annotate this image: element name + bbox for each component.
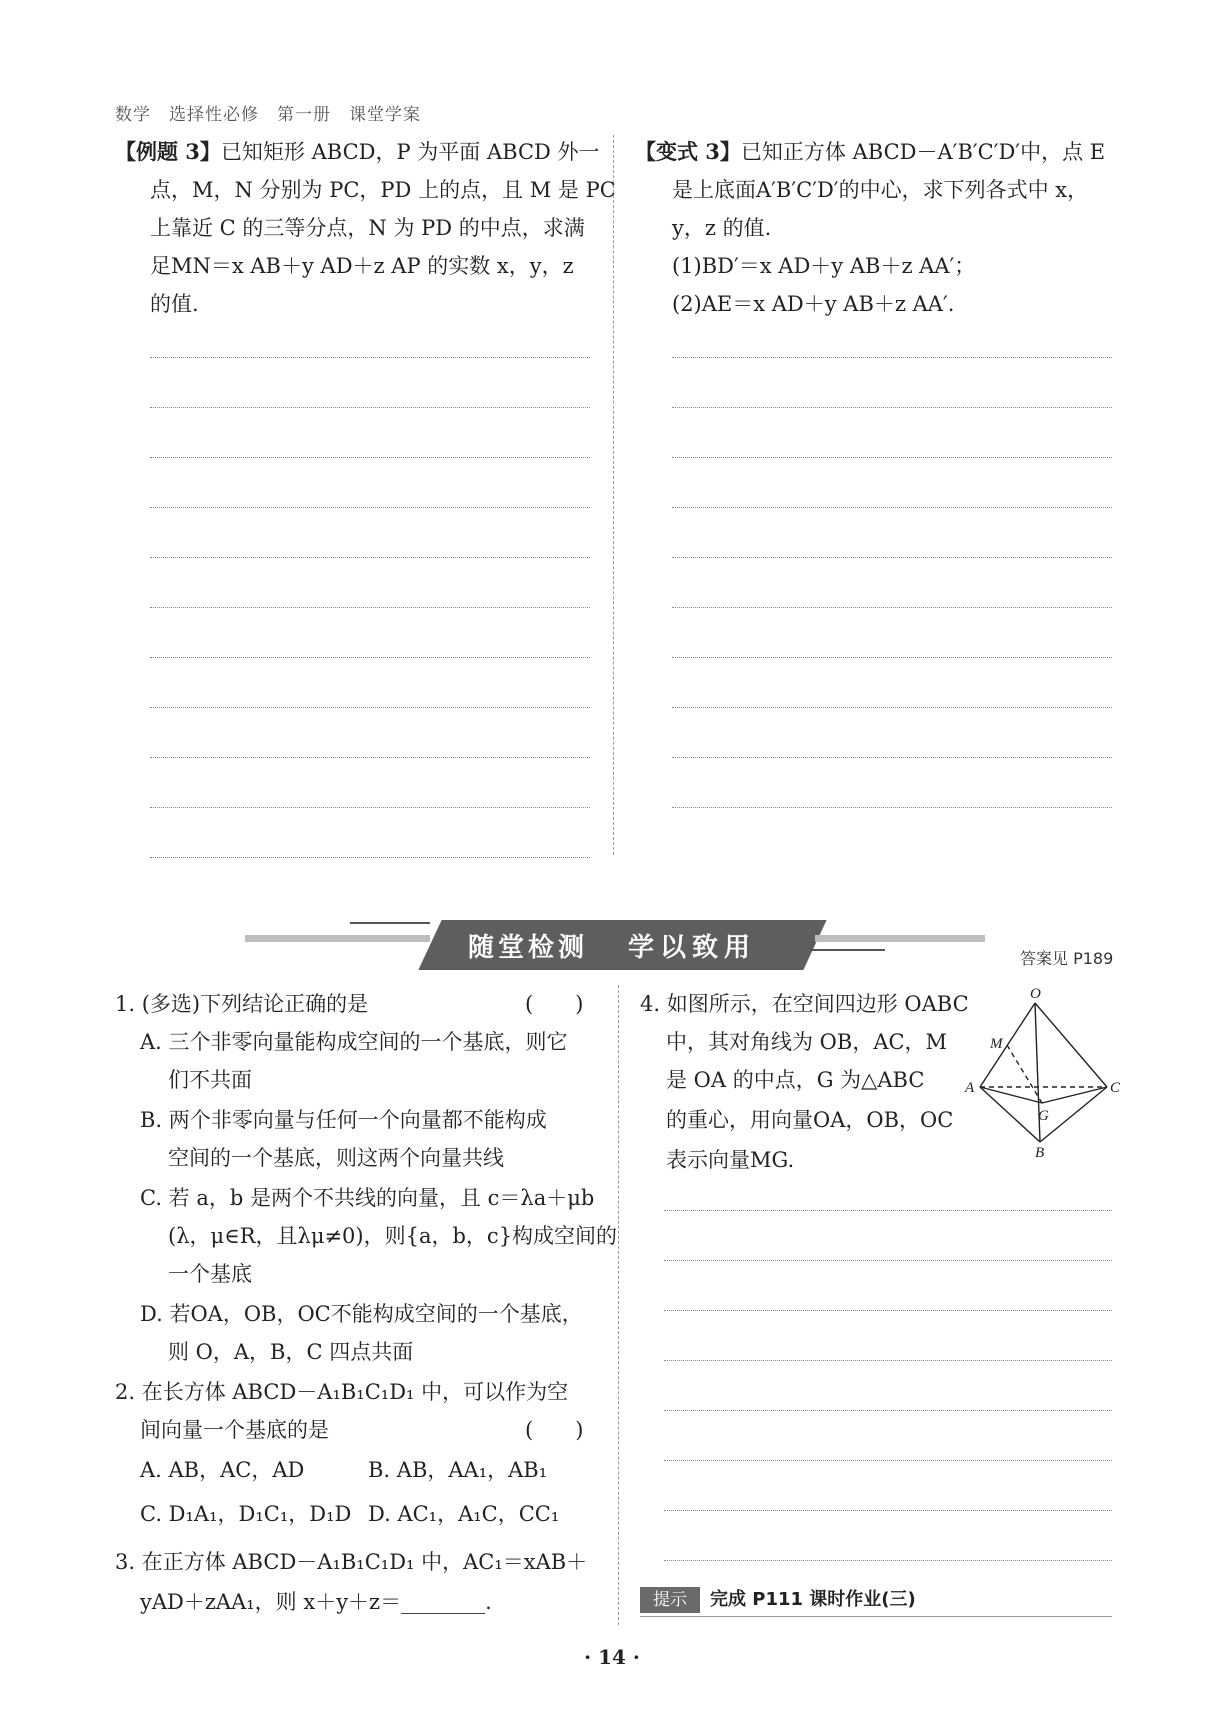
q2-answer-paren[interactable]: ( )	[525, 1418, 584, 1442]
q1-option-b-1: B. 两个非零向量与任何一个向量都不能构成	[140, 1108, 547, 1132]
column-divider	[613, 135, 614, 855]
answer-line	[150, 707, 590, 708]
q1-option-a-2: 们不共面	[168, 1068, 252, 1092]
answer-line	[150, 607, 590, 608]
variant3-line-4: (1)BD′＝x AD＋y AB＋z AA′；	[672, 254, 976, 278]
banner-title-1: 随堂检测	[468, 933, 589, 963]
answer-line	[664, 1560, 1112, 1561]
q1-option-b-2: 空间的一个基底，则这两个向量共线	[168, 1146, 504, 1170]
q1-option-c-1: C. 若 a，b 是两个不共线的向量，且 c＝λa＋μb	[140, 1186, 595, 1210]
q2-option-d: D. AC₁，A₁C，CC₁	[368, 1502, 560, 1526]
answer-line	[672, 807, 1112, 808]
q1-option-d-1: D. 若OA，OB，OC不能构成空间的一个基底，	[140, 1302, 583, 1326]
answer-line	[672, 707, 1112, 708]
answer-line	[672, 607, 1112, 608]
tip-text: 完成 P111 课时作业(三)	[710, 1589, 916, 1610]
answer-line	[672, 457, 1112, 458]
variant3-line-5: (2)AE＝x AD＋y AB＋z AA′.	[672, 292, 955, 316]
q1-option-c-3: 一个基底	[168, 1262, 252, 1286]
q1-option-a-1: A. 三个非零向量能构成空间的一个基底，则它	[140, 1030, 568, 1054]
label-G: G	[1038, 1108, 1049, 1124]
answer-line	[150, 457, 590, 458]
variant3-text-1: 已知正方体 ABCD－A′B′C′D′中，点 E	[740, 140, 1106, 164]
variant3-line-3: y，z 的值.	[672, 216, 772, 240]
answer-line	[150, 557, 590, 558]
q3-line-1: 3. 在正方体 ABCD－A₁B₁C₁D₁ 中，AC₁＝xAB＋	[115, 1550, 588, 1574]
q2-option-b: B. AB，AA₁，AB₁	[368, 1458, 548, 1482]
q1-option-c-2: (λ，μ∈R，且λμ≠0)，则{a，b，c}构成空间的	[168, 1224, 618, 1248]
q4-line-1: 4. 如图所示，在空间四边形 OABC	[640, 992, 969, 1016]
answer-line	[672, 657, 1112, 658]
banner-title-2: 学以致用	[628, 933, 757, 963]
q2-stem-2: 间向量一个基底的是	[140, 1418, 329, 1442]
banner-bar-left	[245, 935, 430, 942]
q4-line-3: 是 OA 的中点，G 为△ABC	[666, 1068, 925, 1092]
answer-line	[150, 657, 590, 658]
answer-line	[664, 1360, 1112, 1361]
answer-line	[150, 857, 590, 858]
answer-line	[672, 757, 1112, 758]
label-B: B	[1035, 1145, 1045, 1160]
example3-line-2: 点，M，N 分别为 PC，PD 上的点，且 M 是 PC	[150, 178, 616, 202]
example3-line-4: 足MN＝x AB＋y AD＋z AP 的实数 x，y，z	[150, 254, 574, 278]
banner-line-right	[810, 949, 885, 951]
q2-stem-1: 2. 在长方体 ABCD－A₁B₁C₁D₁ 中，可以作为空	[115, 1380, 569, 1404]
answer-line	[664, 1460, 1112, 1461]
answer-line	[672, 357, 1112, 358]
example3-text-1: 已知矩形 ABCD，P 为平面 ABCD 外一	[220, 140, 600, 164]
answer-line	[664, 1510, 1112, 1511]
answer-line	[664, 1410, 1112, 1411]
example3-line-1	[115, 133, 600, 171]
answer-line	[664, 1260, 1112, 1261]
answer-line	[150, 807, 590, 808]
answer-reference: 答案见 P189	[1020, 949, 1114, 968]
example3-line-3: 上靠近 C 的三等分点，N 为 PD 的中点，求满	[150, 216, 585, 240]
q1-stem: 1. (多选)下列结论正确的是	[115, 992, 369, 1016]
label-A: A	[965, 1080, 975, 1096]
answer-line	[150, 507, 590, 508]
answer-line	[664, 1310, 1112, 1311]
q2-option-a: A. AB，AC，AD	[140, 1458, 305, 1482]
tip-badge: 提示	[640, 1587, 700, 1613]
answer-line	[150, 757, 590, 758]
answer-line	[672, 557, 1112, 558]
page-header: 数学 选择性必修 第一册 课堂学案	[115, 105, 421, 125]
example3-label: 【例题 3】	[115, 139, 221, 164]
q1-answer-paren[interactable]: ( )	[525, 992, 584, 1016]
q3-line-2: yAD＋zAA₁，则 x＋y＋z＝________.	[140, 1590, 492, 1614]
q4-line-5: 表示向量MG.	[666, 1148, 795, 1172]
edge-OC	[1035, 1003, 1107, 1087]
answer-line	[150, 357, 590, 358]
variant3-label: 【变式 3】	[635, 139, 741, 164]
banner-bar-right	[815, 935, 985, 942]
answer-line	[664, 1210, 1112, 1211]
label-O: O	[1030, 986, 1041, 1002]
q2-option-c: C. D₁A₁，D₁C₁，D₁D	[140, 1502, 352, 1526]
example3-line-5: 的值.	[150, 292, 199, 316]
answer-line	[150, 407, 590, 408]
q1-option-d-2: 则 O，A，B，C 四点共面	[168, 1340, 414, 1364]
variant3-line-2: 是上底面A′B′C′D′的中心，求下列各式中 x，	[672, 178, 1089, 202]
q4-line-2: 中，其对角线为 OB，AC，M	[666, 1030, 948, 1054]
variant3-line-1	[635, 133, 1105, 171]
label-M: M	[990, 1036, 1003, 1052]
banner-line-left	[350, 922, 430, 924]
tip-underline	[640, 1616, 1112, 1617]
q4-line-4: 的重心，用向量OA，OB，OC	[666, 1108, 954, 1132]
page-number: · 14 ·	[584, 1645, 640, 1669]
tetrahedron-figure	[960, 985, 1120, 1160]
answer-line	[672, 507, 1112, 508]
label-C: C	[1110, 1080, 1120, 1096]
answer-line	[672, 407, 1112, 408]
column-divider-bottom	[618, 985, 619, 1625]
